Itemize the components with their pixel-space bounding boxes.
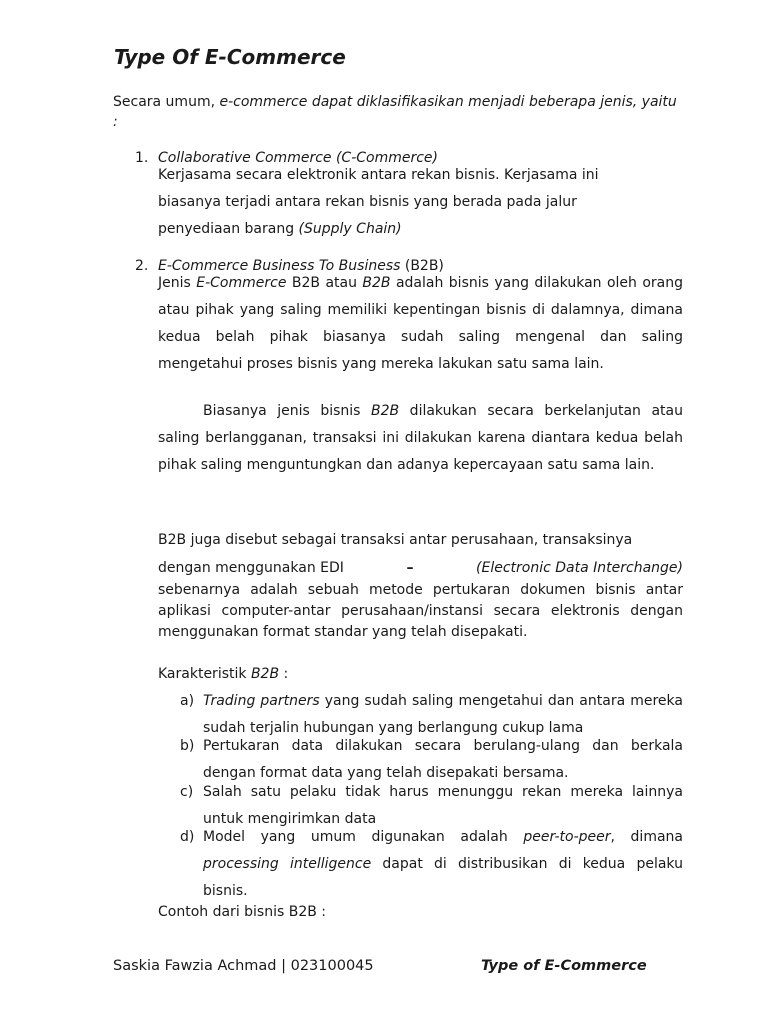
item1-line3-italic: (Supply Chain) bbox=[298, 221, 402, 237]
item2-paragraph-3-line2 bbox=[158, 555, 683, 582]
p3-line2-plain: dengan menggunakan EDI bbox=[158, 560, 344, 576]
list-label-a: a) bbox=[180, 693, 195, 709]
list-label-b: b) bbox=[180, 738, 195, 754]
intro-italic: e-commerce dapat diklasifikasikan menjadi beberapa jenis, yaitu : bbox=[113, 94, 677, 130]
intro-paragraph bbox=[113, 92, 685, 132]
p2-text-b: B2B bbox=[371, 403, 400, 419]
p1-text-b: E-Commerce bbox=[196, 275, 287, 291]
p3-line2-italic: (Electronic Data Interchange) bbox=[476, 560, 683, 576]
p3-dash: – bbox=[406, 560, 414, 576]
item1-line3 bbox=[158, 216, 688, 243]
item1-line2: biasanya terjadi antara rekan bisnis yang berada pada jalur bbox=[158, 194, 577, 210]
p2-text-c: dilakukan secara berkelanjutan atau saling berlangganan, transaksi ini dilakukan karena diantara kedua belah pihak saling menguntungkan dan adanya kepercayaan satu sama lain. bbox=[158, 403, 683, 473]
list-label-c: c) bbox=[180, 784, 194, 800]
list-d-e: dapat di distribusikan di kedua pelaku bisnis. bbox=[203, 856, 683, 899]
item1-line3-plain: penyediaan barang bbox=[158, 221, 299, 237]
footer-author: Saskia Fawzia Achmad | 023100045 bbox=[113, 958, 374, 974]
karakteristik-plain: Karakteristik bbox=[158, 666, 251, 682]
item1-line1: Kerjasama secara elektronik antara rekan bisnis. Kerjasama ini bbox=[158, 167, 599, 183]
list-a-text: yang sudah saling mengetahui dan antara mereka sudah terjalin hubungan yang berlangung cukup lama bbox=[203, 693, 683, 736]
list-text-b: Pertukaran data dilakukan secara berulang-ulang dan berkala dengan format data yang telah disepakati bersama. bbox=[203, 738, 683, 781]
item2-number: 2. bbox=[135, 258, 149, 274]
p1-text-d: B2B bbox=[362, 275, 391, 291]
karakteristik-colon: : bbox=[279, 666, 289, 682]
footer-title: Type of E-Commerce bbox=[481, 958, 647, 974]
list-text-c: Salah satu pelaku tidak harus menunggu rekan mereka lainnya untuk mengirimkan data bbox=[203, 784, 683, 827]
list-text-d bbox=[203, 824, 683, 905]
item2-paragraph-3-rest: sebenarnya adalah sebuah metode pertukaran dokumen bisnis antar aplikasi computer-antar perusahaan/instansi secara elektronis dengan menggunakan format standar yang telah disepakati. bbox=[158, 582, 683, 640]
item2-paragraph-3-line1: B2B juga disebut sebagai transaksi antar perusahaan, transaksinya bbox=[158, 532, 633, 548]
list-d-a: Model yang umum digunakan adalah bbox=[203, 829, 524, 845]
item2-heading-plain: (B2B) bbox=[400, 258, 444, 274]
list-label-d: d) bbox=[180, 829, 195, 845]
p1-text-a: Jenis bbox=[158, 275, 197, 291]
p1-text-e: adalah bisnis yang dilakukan oleh orang atau pihak yang saling memiliki kepentingan bisnis di dalamnya, dimana kedua belah pihak biasanya sudah saling mengenal dan saling mengetahui proses bisnis yang mereka lakukan satu sama lain. bbox=[158, 275, 683, 372]
contoh-label: Contoh dari bisnis B2B : bbox=[158, 904, 327, 920]
page-title: Type Of E-Commerce bbox=[114, 45, 346, 69]
intro-plain: Secara umum, bbox=[113, 94, 220, 110]
list-a-italic: Trading partners bbox=[203, 693, 320, 709]
item2-heading-italic: E-Commerce Business To Business bbox=[158, 258, 401, 274]
p2-text-a: Biasanya jenis bisnis bbox=[203, 403, 372, 419]
item1-body bbox=[158, 162, 688, 243]
list-d-d: processing intelligence bbox=[203, 856, 372, 872]
item1-number: 1. bbox=[135, 150, 149, 166]
item2-paragraph-2 bbox=[158, 398, 683, 479]
karakteristik-label bbox=[158, 664, 288, 685]
item2-paragraph-1 bbox=[158, 270, 683, 378]
p1-text-c: B2B atau bbox=[286, 275, 363, 291]
list-d-b: peer-to-peer bbox=[523, 829, 611, 845]
item1-heading-text: Collaborative Commerce (C-Commerce) bbox=[158, 150, 439, 166]
list-item-d bbox=[180, 824, 683, 905]
list-d-c: , dimana bbox=[610, 829, 683, 845]
karakteristik-italic: B2B bbox=[250, 666, 280, 682]
